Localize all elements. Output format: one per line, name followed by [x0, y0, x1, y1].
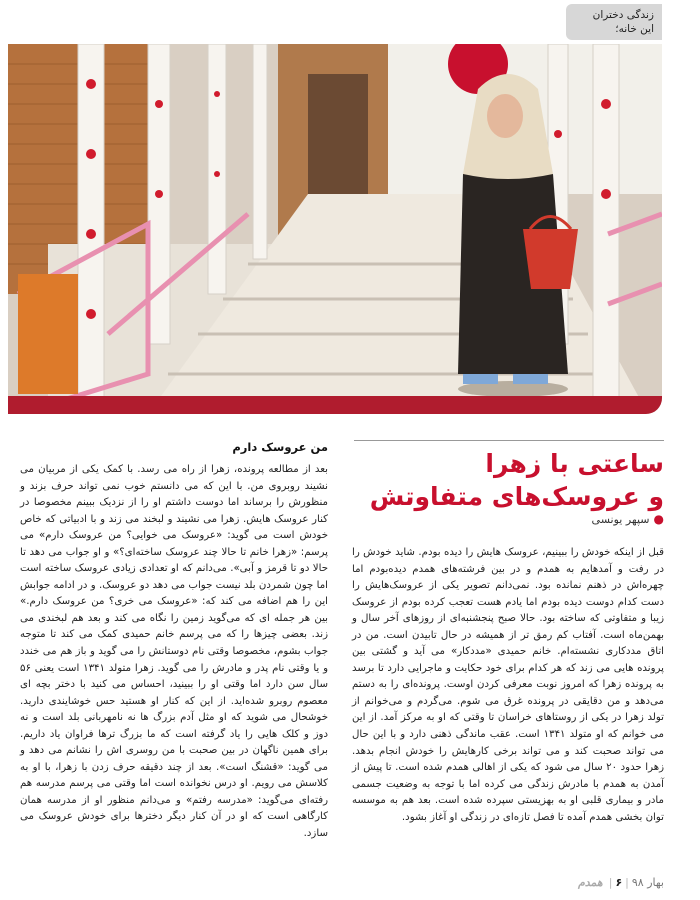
section-tab [566, 4, 662, 40]
title-line-1: ساعتی با زهرا [485, 449, 664, 478]
section-subheading: من عروسک دارم [232, 440, 328, 454]
bullet-icon: ● [653, 512, 664, 526]
photo-caption-bar [8, 396, 662, 414]
title-line-2: و عروسک‌های متفاوتش [369, 482, 664, 511]
page-footer: بهار ۹۸|۶|همدم [577, 876, 664, 889]
title-rule [354, 440, 664, 441]
section-tab-line2: این خانه؛ [615, 23, 654, 35]
article-body-right-column: قبل از اینکه خودش را ببینیم، عروسک هایش را دیده بودم. شاید خودش را در رفت و آمدهایم به همدم و در بین فرشته‌های همدم دیده‌بودم اما چهره‌اش در ذهنم نمانده بود. نمی‌دانم تصویر یکی از عروسک‌هایش را دست کدام دوست دیده بودم اما یادم هست تعجب کرده بودم از عروسک زیبا و متفاوتی که ساخته بود. حالا صبح پنجشنبه‌ای از روزهای آخر سال و بهمن‌ماه است. آفتاب کم رمق تر از همیشه در حال تابیدن است. من در اتاق مددکاری نشسته‌ام. خانم حمیدی «مددکار» می آید و گشتی بین پرونده هایی می زند که هر کدام برای خود حکایت و ماجرایی دارد تا برسد به پرونده زهرا که امروز نوبت معرفی کردن اوست. پرونده‌ای را به دستم می‌دهد و من دقایقی در پرونده غرق می شوم. می‌گردم و می‌خوانم از تولد زهرا در یکی از روستاهای خراسان تا وقتی که او به مرکز آمد. از این می خوانم که او متولد ۱۳۴۱ است. عقب ماندگی ذهنی دارد و با این حال می تواند صحبت کند و می تواند برخی کارهایش را خودش انجام بدهد. زهرا حدود ۲۰ سال می شود که یکی از اهالی همدم شده است. تا پیش از آمدن به همدم با مادرش زندگی می کرده اما با توجه به وضعیت جسمی مادر و بیماری قلبی او به بهزیستی سپرده شده است. بعد هم به موسسه توان بخشی همدم آمده تا فصل تازه‌ای در زندگی او آغاز بشود. [352, 547, 664, 823]
article-photo [8, 44, 662, 414]
section-tab-line1: زندگی دختران [592, 9, 654, 21]
author-name: سپهر یونسی [591, 513, 650, 526]
article-title [340, 448, 664, 514]
issue-season: بهار ۹۸ [631, 876, 664, 889]
author-byline [400, 512, 664, 526]
magazine-logo: همدم [577, 876, 603, 889]
page-number: ۶ [615, 876, 623, 889]
article-body-left-column: بعد از مطالعه پرونده، زهرا از راه می رسد. با کمک یکی از مربیان می نشیند روبروی من. با این که می دانستم خوب نمی تواند حرف بزند و منظورش را برساند اما دوست داشتم او را از نزدیک ببینم مخصوصا در کنار عروسک هایش. زهرا می نشیند و لبخند می زند و با ادبیاتی که خاص خودش است می گوید: «عروسک می خوایی؟ من عروسک دارم» می پرسم: «زهرا خانم تا حالا چند عروسک ساخته‌ای؟» و او جواب می دهد تا حالا دو تا قرمز و آبی». می‌دانم که او تعدادی زیادی عروسک ساخته است اما چون شمردن بلد نیست جواب می دهد دو عروسک. و در ادامه جوابش این را هم اضافه می کند که: «عروسک می خری؟ من عروسک دارم.» بین هر جمله ای که می‌گوید زمین را نگاه می کند و بعد هم لبخندی می زند. بعضی چیزها را که می پرسم خانم حمیدی کمک می کند تا متوجه جواب بشوم، مخصوصا وقتی نام دوستانش را می گوید و باز هم می خندد و یا وقتی نام پدر و مادرش را می گوید. زهرا متولد ۱۳۴۱ است یعنی ۵۶ سال سن دارد اما وقتی او را ببینید، احساس می کنید با دختر بچه ای معصوم روبرو شده‌اید. از این که کنار او هستید حس خوشایندی دارید. خوشحال می شوید که او مثل آدم بزرگ ها نه نامهربانی بلد است و نه دوز و کلک هایی را یاد گرفته است که ما بزرگ ترها فراوان یاد داریم. برای همین ناگهان در بین صحبت با من روسری اش را نشانم می دهد و می گوید: «قشنگ است». بعد از چند دقیقه حرف زدن با زهرا، با او به کلاسش می رویم. او درس نخوانده است اما وقتی می پرسم مدرسه هم رفته‌ای می‌گوید: «مدرسه رفتم» و می‌دانم منظور او از مدرسه همان کارگاهی است که او در آن کنار دیگر دخترها برای خودش عروسک می سازد. [20, 464, 328, 840]
